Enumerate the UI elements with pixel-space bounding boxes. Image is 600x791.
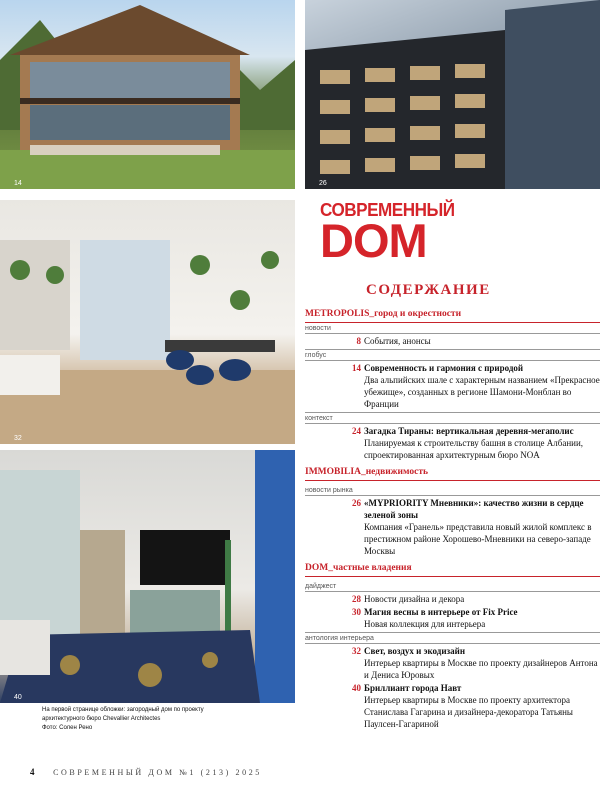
magazine-logo	[320, 200, 480, 267]
section-metropolis: METROPOLIS_город и окрестности	[305, 309, 600, 323]
caption-credit: Фото: Солен Рено	[42, 725, 93, 731]
toc-entry[interactable]	[305, 645, 600, 681]
group-label: глобус	[305, 352, 600, 361]
entry-title: Загадка Тираны: вертикальная деревня-мегаполис	[364, 426, 574, 436]
entry-page: 30	[352, 607, 361, 617]
entry-text: Планируемая к строительству башня в столице Албании, спроектированная архитектурным бюро NOA	[364, 438, 584, 460]
group-label: антология интерьера	[305, 635, 600, 644]
entry-title: Магия весны в интерьере от Fix Price	[364, 607, 518, 617]
entry-page: 32	[352, 646, 361, 656]
page-number: 4	[30, 767, 35, 777]
entry-page: 14	[352, 363, 361, 373]
entry-page: 26	[352, 498, 361, 508]
group-label: контекст	[305, 415, 600, 424]
photo-page-number: 40	[14, 694, 22, 701]
group-label: дайджест	[305, 583, 600, 592]
entry-text: Новости дизайна и декора	[364, 594, 465, 604]
entry-text: Интерьер квартиры в Москве по проекту архитектора Станислава Гагарина и дизайнера-декоратора Татьяны Паулсен-Гагариной	[364, 695, 573, 729]
entry-page: 28	[352, 594, 361, 604]
caption-line: На первой странице обложки: загородный дом по проекту	[42, 707, 204, 713]
caption-line: архитектурного бюро Chevallier Architectes	[42, 716, 161, 722]
photo-interior	[0, 450, 295, 703]
entry-text: Интерьер квартиры в Москве по проекту дизайнеров Антона и Дениса Юровых	[364, 658, 598, 680]
footer-text: СОВРЕМЕННЫЙ ДОМ №1 (213) 2025	[53, 768, 262, 777]
photo-tower	[305, 0, 600, 189]
entry-text: Два альпийских шале с характерным названием «Прекрасное убежище», созданных в регионе Шамони-Монблан во Франции	[364, 375, 600, 409]
section-dom: DOM_частные владения	[305, 563, 600, 577]
toc-entry[interactable]	[305, 593, 600, 605]
toc-entry[interactable]	[305, 682, 600, 730]
group-label: новости рынка	[305, 487, 600, 496]
entry-text: Новая коллекция для интерьера	[364, 619, 486, 629]
page-footer	[30, 767, 262, 777]
photo-page-number: 26	[319, 180, 327, 187]
cover-caption	[42, 706, 292, 733]
toc-entry[interactable]	[305, 497, 600, 557]
group-label: новости	[305, 325, 600, 334]
entry-page: 8	[356, 336, 361, 346]
section-immobilia: IMMOBILIA_недвижимость	[305, 467, 600, 481]
entry-page: 40	[352, 683, 361, 693]
table-of-contents	[305, 305, 600, 730]
photo-living-room	[0, 200, 295, 444]
photo-chalet	[0, 0, 295, 189]
logo-line-1: СОВРЕМЕННЫЙ	[320, 200, 455, 220]
toc-entry[interactable]	[305, 362, 600, 413]
photo-page-number: 32	[14, 435, 22, 442]
entry-title: Бриллиант города Навт	[364, 683, 462, 693]
entry-title: Свет, воздух и экодизайн	[364, 646, 466, 656]
toc-entry[interactable]	[305, 335, 600, 350]
toc-entry[interactable]	[305, 606, 600, 633]
toc-entry[interactable]	[305, 425, 600, 461]
entry-text: События, анонсы	[364, 336, 431, 346]
entry-title: «MYPRIORITY Мневники»: качество жизни в сердце зеленой зоны	[364, 498, 584, 520]
toc-title: СОДЕРЖАНИЕ	[366, 282, 491, 298]
photo-page-number: 14	[14, 180, 22, 187]
entry-page: 24	[352, 426, 361, 436]
logo-line-2: DOM	[320, 214, 427, 267]
entry-text: Компания «Гранель» представила новый жилой комплекс в престижном районе Хорошево-Мневники на северо-западе Москвы	[364, 522, 592, 556]
entry-title: Современность и гармония с природой	[364, 363, 524, 373]
